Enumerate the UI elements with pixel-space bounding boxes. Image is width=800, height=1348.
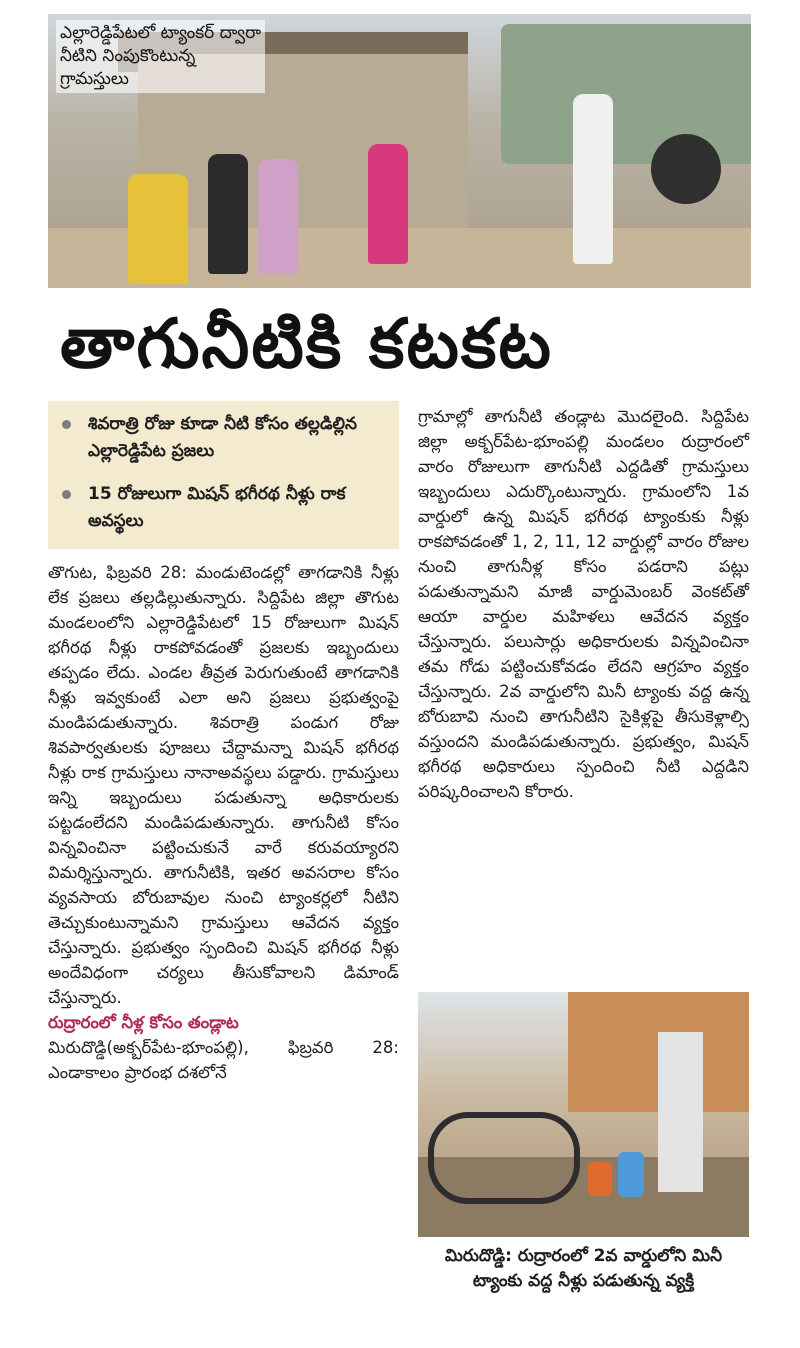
bicycle — [428, 1112, 580, 1204]
water-can — [618, 1152, 644, 1197]
bullet-icon — [62, 490, 71, 499]
person-figure — [658, 1032, 703, 1192]
top-photo-caption — [56, 20, 265, 93]
article-paragraph: మిరుదొడ్డి(అక్బర్‌పేట-భూంపల్లి), ఫిబ్రవరి 28: ఎండాకాలం ప్రారంభ దశలోనే — [48, 1038, 399, 1082]
highlight-item — [62, 411, 392, 465]
villager-figure — [368, 144, 408, 264]
article-column-right — [418, 404, 749, 804]
headline: తాగునీటికి కటకట — [60, 305, 553, 384]
caption-line: నీటిని నింపుకొంటున్న — [60, 46, 196, 66]
bullet-icon — [62, 420, 71, 429]
bottom-photo — [418, 992, 749, 1237]
top-photo — [48, 14, 751, 288]
bottom-photo-caption: మిరుదొడ్డి: రుద్రారంలో 2వ వార్డులోని మినీ ట్యాంకు వద్ద నీళ్లు పడుతున్న వ్యక్తి — [444, 1246, 723, 1291]
caption-line: గ్రామస్తులు — [60, 69, 129, 89]
article-paragraph: తొగుట, ఫిబ్రవరి 28: మండుటెండల్లో తాగడానికి నీళ్లు లేక ప్రజలు తల్లడిల్లుతున్నారు. సిద్దిపేట జిల్లా తొగుట మండలంలోని ఎల్లారెడ్డిపేటలో 15 రోజులుగా మిషన్ భగీరథ నీళ్లు రాకపోవడంతో ప్రజలకు ఇబ్బందులు తప్పడం లేదు. ఎండల తీవ్రత పెరుగుతుంటే తాగడానికి నీళ్లు ఇవ్వకుంటే ఎలా అని ప్రజలు ప్రభుత్వంపై మండిపడుతున్నారు. శివరాత్రి పండుగ రోజు శివపార్వతులకు పూజలు చేద్దామన్నా మిషన్ భగీరథ నీళ్లు రాక గ్రామస్తులు నానాఅవస్థలు పడ్డారు. గ్రామస్తులు ఇన్ని ఇబ్బందులు పడుతున్నా అధికారులకు పట్టడంలేదని మండిపడుతున్నారు. తాగునీటి కోసం విన్నవించినా పట్టించుకునే వారే కరువయ్యారని విమర్శిస్తున్నారు. తాగునీటికి, ఇతర అవసరాల కోసం వ్యవసాయ బోరుబావుల నుంచి ట్యాంకర్లలో నీటిని తెచ్చుకుంటున్నామని గ్రామస్తులు ఆవేదన వ్యక్తం చేస్తున్నారు. ప్రభుత్వం స్పందించి మిషన్ భగీరథ నీళ్లు అందేవిధంగా చర్యలు తీసుకోవాలని డిమాండ్ చేస్తున్నారు. — [48, 563, 399, 1007]
villager-figure — [258, 159, 298, 274]
article-subheading: రుద్రారంలో నీళ్ల కోసం తండ్లాట — [48, 1013, 239, 1032]
water-tanker — [501, 24, 751, 164]
highlights-box — [48, 401, 399, 549]
villager-figure — [208, 154, 248, 274]
water-pot — [588, 1162, 612, 1196]
highlight-item — [62, 481, 392, 535]
tanker-worker-figure — [573, 94, 613, 264]
article-column-left — [48, 560, 399, 1085]
villager-figure — [128, 174, 188, 284]
highlight-text: 15 రోజులుగా మిషన్ భగీరథ నీళ్లు రాక అవస్థలు — [88, 484, 346, 531]
tanker-wheel — [651, 134, 721, 204]
article-paragraph: గ్రామాల్లో తాగునీటి తండ్లాట మొదలైంది. సిద్దిపేట జిల్లా అక్బర్‌పేట-భూంపల్లి మండలం రుద్రారంలో వారం రోజులుగా తాగునీటి ఎద్దడితో గ్రామస్తులు ఇబ్బందులు ఎదుర్కొంటున్నారు. గ్రామంలోని 1వ వార్డులో ఉన్న మిషన్ భగీరథ ట్యాంకుకు నీళ్లు రాకపోవడంతో 1, 2, 11, 12 వార్డుల్లో వారం రోజుల నుంచి తాగునీళ్ల కోసం పడరాని పట్లు పడుతున్నామని మాజీ వార్డుమెంబర్ వెంకట్‌తో ఆయా వార్డుల మహిళలు ఆవేదన వ్యక్తం చేస్తున్నారు. పలుసార్లు అధికారులకు విన్నవించినా తమ గోడు పట్టించుకోవడం లేదని ఆగ్రహం వ్యక్తం చేస్తున్నారు. 2వ వార్డులోని మినీ ట్యాంకు వద్ద ఉన్న బోరుబావి నుంచి తాగునీటిని సైకిళ్లపై తీసుకెళ్లాల్సి వస్తుందని మండిపడుతున్నారు. ప్రభుత్వం, మిషన్ భగీరథ అధికారులు స్పందించి నీటి ఎద్దడిని పరిష్కరించాలని కోరారు. — [418, 407, 749, 801]
caption-line: ఎల్లారెడ్డిపేటలో ట్యాంకర్ ద్వారా — [60, 23, 262, 43]
highlight-text: శివరాత్రి రోజు కూడా నీటి కోసం తల్లడిల్లిన ఎల్లారెడ్డిపేట ప్రజలు — [88, 414, 357, 461]
